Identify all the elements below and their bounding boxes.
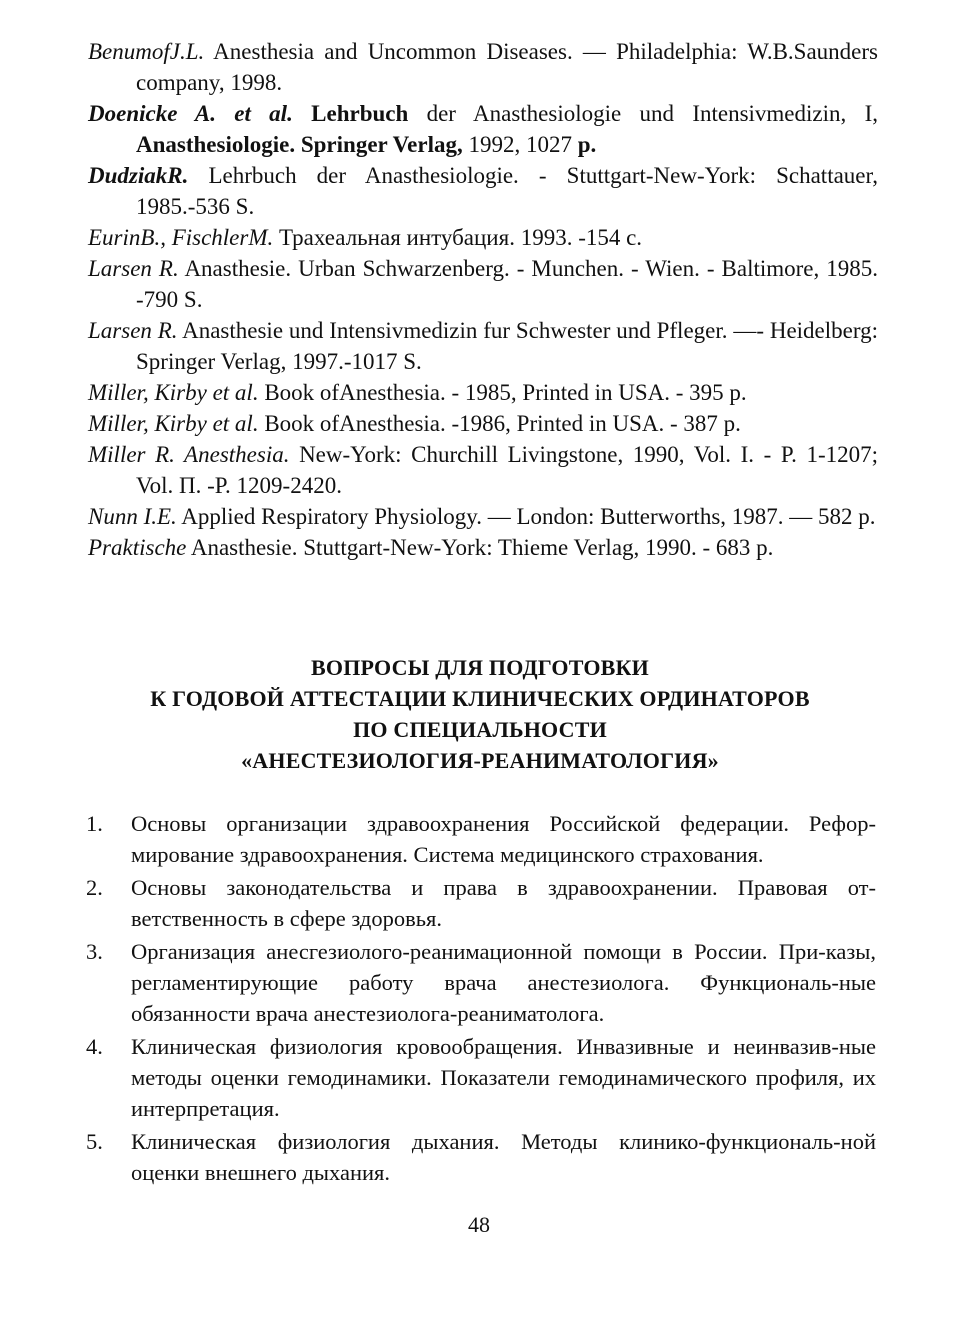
question-text: Клиническая физиология кровообращения. Инвазивные и неинвазив-ные методы оценки гемодинамики. Показатели гемодинамического профиля, их интерпретация.	[131, 1034, 876, 1121]
bibliography-list	[88, 36, 878, 563]
reference-item	[88, 501, 878, 532]
reference-author: BenumofJ.L.	[88, 39, 205, 64]
question-item	[84, 808, 876, 870]
reference-author: Miller, Kirby et al.	[88, 411, 259, 436]
reference-author: Praktische	[88, 535, 187, 560]
section-title-line: К ГОДОВОЙ АТТЕСТАЦИИ КЛИНИЧЕСКИХ ОРДИНАТОРОВ	[150, 686, 810, 711]
reference-item	[88, 160, 878, 222]
reference-item	[88, 253, 878, 315]
question-text: Клиническая физиология дыхания. Методы клинико-функциональ-ной оценки внешнего дыхания.	[131, 1129, 876, 1185]
reference-tail-end: p.	[577, 132, 597, 157]
reference-text: Anasthesie und Intensivmedizin fur Schwester und Pfleger. —- Heidelberg: Springer Verlag, 1997.-1017 S.	[136, 318, 878, 374]
question-number: 1.	[86, 811, 103, 836]
reference-text: Трахеальная интубация. 1993. -154 с.	[273, 225, 643, 250]
reference-author: DudziakR.	[88, 163, 189, 188]
reference-author: Larsen R.	[88, 318, 178, 343]
reference-item	[88, 408, 878, 439]
reference-author: Miller R. Anesthesia.	[88, 442, 290, 467]
question-number: 3.	[86, 939, 103, 964]
question-text: Организация анесгезиолого-реанимационной помощи в России. При-казы, регламентирующие работу врача анестезиолога. Функциональ-ные обязанности врача анестезиолога-реаниматолога.	[131, 939, 876, 1026]
reference-item	[88, 439, 878, 501]
reference-bold-tail: Anasthesiologie. Springer Verlag,	[136, 132, 463, 157]
reference-tail: 1992, 1027	[462, 132, 578, 157]
reference-text: Anasthesie. Urban Schwarzenberg. - Munchen. - Wien. - Baltimore, 1985. -790 S.	[136, 256, 879, 312]
reference-item	[88, 532, 878, 563]
question-item	[84, 1031, 876, 1124]
reference-item	[88, 36, 878, 98]
reference-author: EurinB., FischlerM.	[88, 225, 274, 250]
reference-text: Book ofAnesthesia. -1986, Printed in USA. - 387 p.	[258, 411, 741, 436]
reference-text: Book ofAnesthesia. - 1985, Printed in USA. - 395 p.	[258, 380, 747, 405]
reference-bold-text: Lehrbuch	[311, 101, 409, 126]
reference-text: Applied Respiratory Physiology. — London: Butterworths, 1987. — 582 p.	[176, 504, 876, 529]
question-number: 5.	[86, 1129, 103, 1154]
question-text: Основы законодательства и права в здравоохранении. Правовая от-ветственность в сфере здоровья.	[131, 875, 876, 931]
section-title-line: «АНЕСТЕЗИОЛОГИЯ-РЕАНИМАТОЛОГИЯ»	[241, 748, 719, 773]
reference-item	[88, 222, 878, 253]
question-item	[84, 872, 876, 934]
section-title-line: ПО СПЕЦИАЛЬНОСТИ	[353, 717, 607, 742]
question-number: 4.	[86, 1034, 103, 1059]
question-item	[84, 1126, 876, 1188]
reference-author: Doenicke A. et al.	[88, 101, 293, 126]
reference-text: Anasthesie. Stuttgart-New-York: Thieme Verlag, 1990. - 683 p.	[186, 535, 774, 560]
reference-author: Miller, Kirby et al.	[88, 380, 259, 405]
reference-text: New-York: Churchill Livingstone, 1990, Vol. I. - P. 1-1207; Vol. П. -P. 1209-2420.	[136, 442, 878, 498]
reference-author: Nunn I.E.	[88, 504, 177, 529]
reference-author: Larsen R.	[88, 256, 179, 281]
reference-item	[88, 315, 878, 377]
section-title	[60, 652, 900, 776]
reference-item	[88, 377, 878, 408]
page-number: 48	[468, 1212, 490, 1237]
question-item	[84, 936, 876, 1029]
reference-text: der Anasthesiologie und Intensivmedizin, I,	[408, 101, 878, 126]
reference-text: Anesthesia and Uncommon Diseases. — Philadelphia: W.B.Saunders company, 1998.	[136, 39, 878, 95]
question-text: Основы организации здравоохранения Российской федерации. Рефор-мирование здравоохранения. Система медицинского страхования.	[131, 811, 876, 867]
question-number: 2.	[86, 875, 103, 900]
reference-text: Lehrbuch der Anasthesiologie. - Stuttgart-New-York: Schattauer, 1985.-536 S.	[136, 163, 878, 219]
questions-list	[84, 808, 876, 1190]
reference-item	[88, 98, 878, 160]
section-title-line: ВОПРОСЫ ДЛЯ ПОДГОТОВКИ	[311, 655, 649, 680]
